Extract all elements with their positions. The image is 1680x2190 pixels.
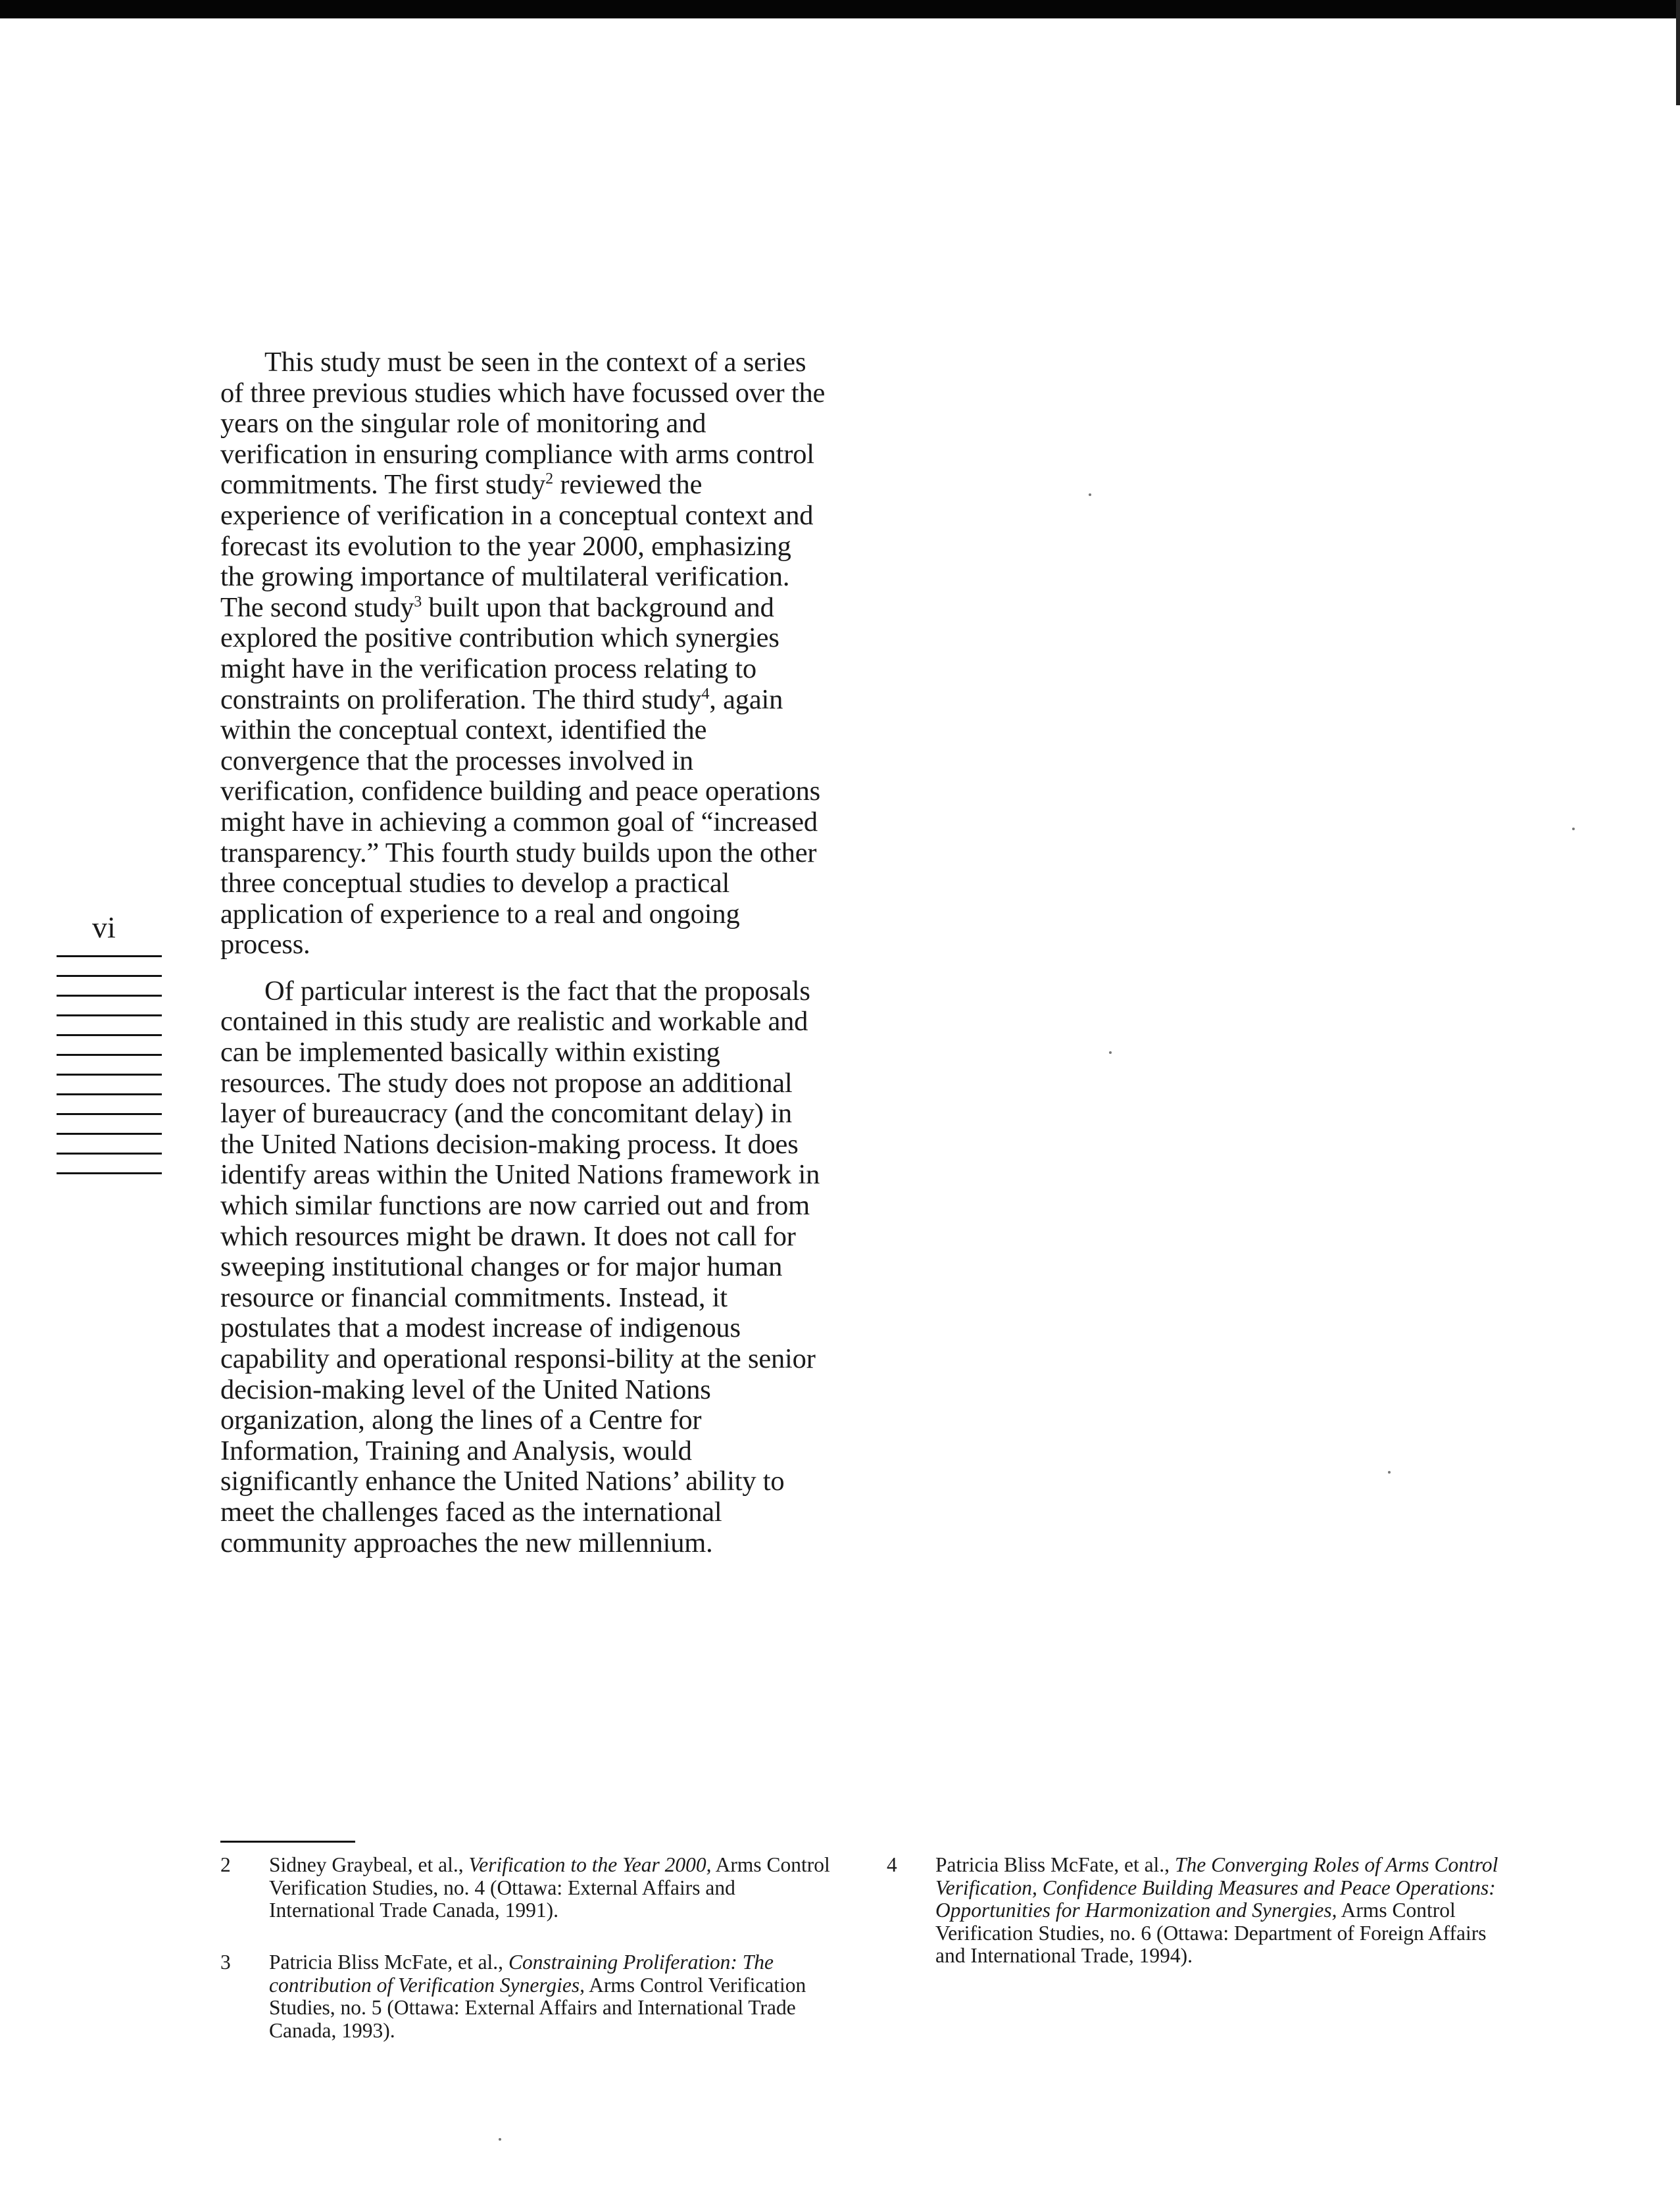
margin-rule-stack [57, 955, 162, 1192]
scan-top-border [0, 0, 1680, 18]
footnote-ref-2[interactable]: 2 [545, 470, 553, 488]
footnote-ref-4[interactable]: 4 [701, 685, 710, 703]
margin-rule [57, 1113, 162, 1115]
footnote-text: Patricia Bliss McFate, et al., Constraining Proliferation: The contribution of Verification Synergies, Arms Control Verification Studies, no. 5 (Ottawa: External Affairs and International Trade Canada, 1993). [269, 1951, 806, 2042]
scan-right-edge [1676, 0, 1680, 105]
margin-rule [57, 975, 162, 977]
scan-speck [1572, 828, 1575, 830]
margin-rule [57, 1074, 162, 1076]
margin-rule [57, 955, 162, 957]
margin-rule [57, 1034, 162, 1036]
footnote-text: Patricia Bliss McFate, et al., The Converging Roles of Arms Control Verification, Confidence Building Measures and Peace Operations: Opportunities for Harmonization and Synergies, Arms Control Verification Studies, no. 6 (Ottawa: Department of Foreign Affairs and International Trade, 1994). [935, 1853, 1498, 1967]
margin-rule [57, 1133, 162, 1135]
margin-rule [57, 1054, 162, 1056]
margin-rule [57, 1093, 162, 1095]
paragraph-1: This study must be seen in the context of a series of three previous studies which have focussed over the years on the singular role of monitoring and verification in ensuring compliance with arms control commitments. The first study$^2$ reviewed the experience of verification in a conceptual context and forecast its evolution to the year 2000, emphasizing the growing importance of multilateral verification. The second study$^3$ built upon that background and explored the positive contribution which synergies might have in the verification process relating to constraints on proliferation. The third study$^4$, again within the conceptual context, identified the convergence that the processes involved in verification, confidence building and peace operations might have in achieving a common goal of “increased transparency.” This fourth study builds upon the other three conceptual studies to develop a practical application of experience to a real and ongoing process. [220, 347, 826, 960]
footnote-ref-3[interactable]: 3 [414, 593, 422, 610]
scan-speck [1388, 1471, 1391, 1474]
scan-speck [1089, 493, 1091, 496]
footnote-number: 4 [887, 1853, 897, 1876]
footnote-rule [220, 1841, 355, 1843]
body-text [220, 347, 826, 1558]
page-number: vi [92, 910, 116, 944]
scan-speck [1109, 1051, 1112, 1054]
margin-rule [57, 1014, 162, 1016]
scan-speck [499, 2138, 501, 2141]
paragraph-2: Of particular interest is the fact that the proposals contained in this study are realistic and workable and can be implemented basically within existing resources. The study does not propose an additional layer of bureaucracy (and the concomitant delay) in the United Nations decision-making process. It does identify areas within the United Nations framework in which similar functions are now carried out and from which resources might be drawn. It does not call for sweeping institutional changes or for major human resource or financial commitments. Instead, it postulates that a modest increase of indigenous capability and operational responsi-bility at the senior decision-making level of the United Nations organization, along the lines of a Centre for Information, Training and Analysis, would significantly enhance the United Nations’ ability to meet the challenges faced as the international community approaches the new millennium. [220, 975, 820, 1558]
margin-rule [57, 1153, 162, 1155]
footnote-number: 2 [220, 1853, 231, 1876]
margin-rule [57, 995, 162, 997]
footnote-number: 3 [220, 1951, 231, 1974]
margin-rule [57, 1172, 162, 1174]
footnote-text: Sidney Graybeal, et al., Verification to the Year 2000, Arms Control Verification Studies, no. 4 (Ottawa: External Affairs and International Trade Canada, 1991). [269, 1853, 830, 1922]
